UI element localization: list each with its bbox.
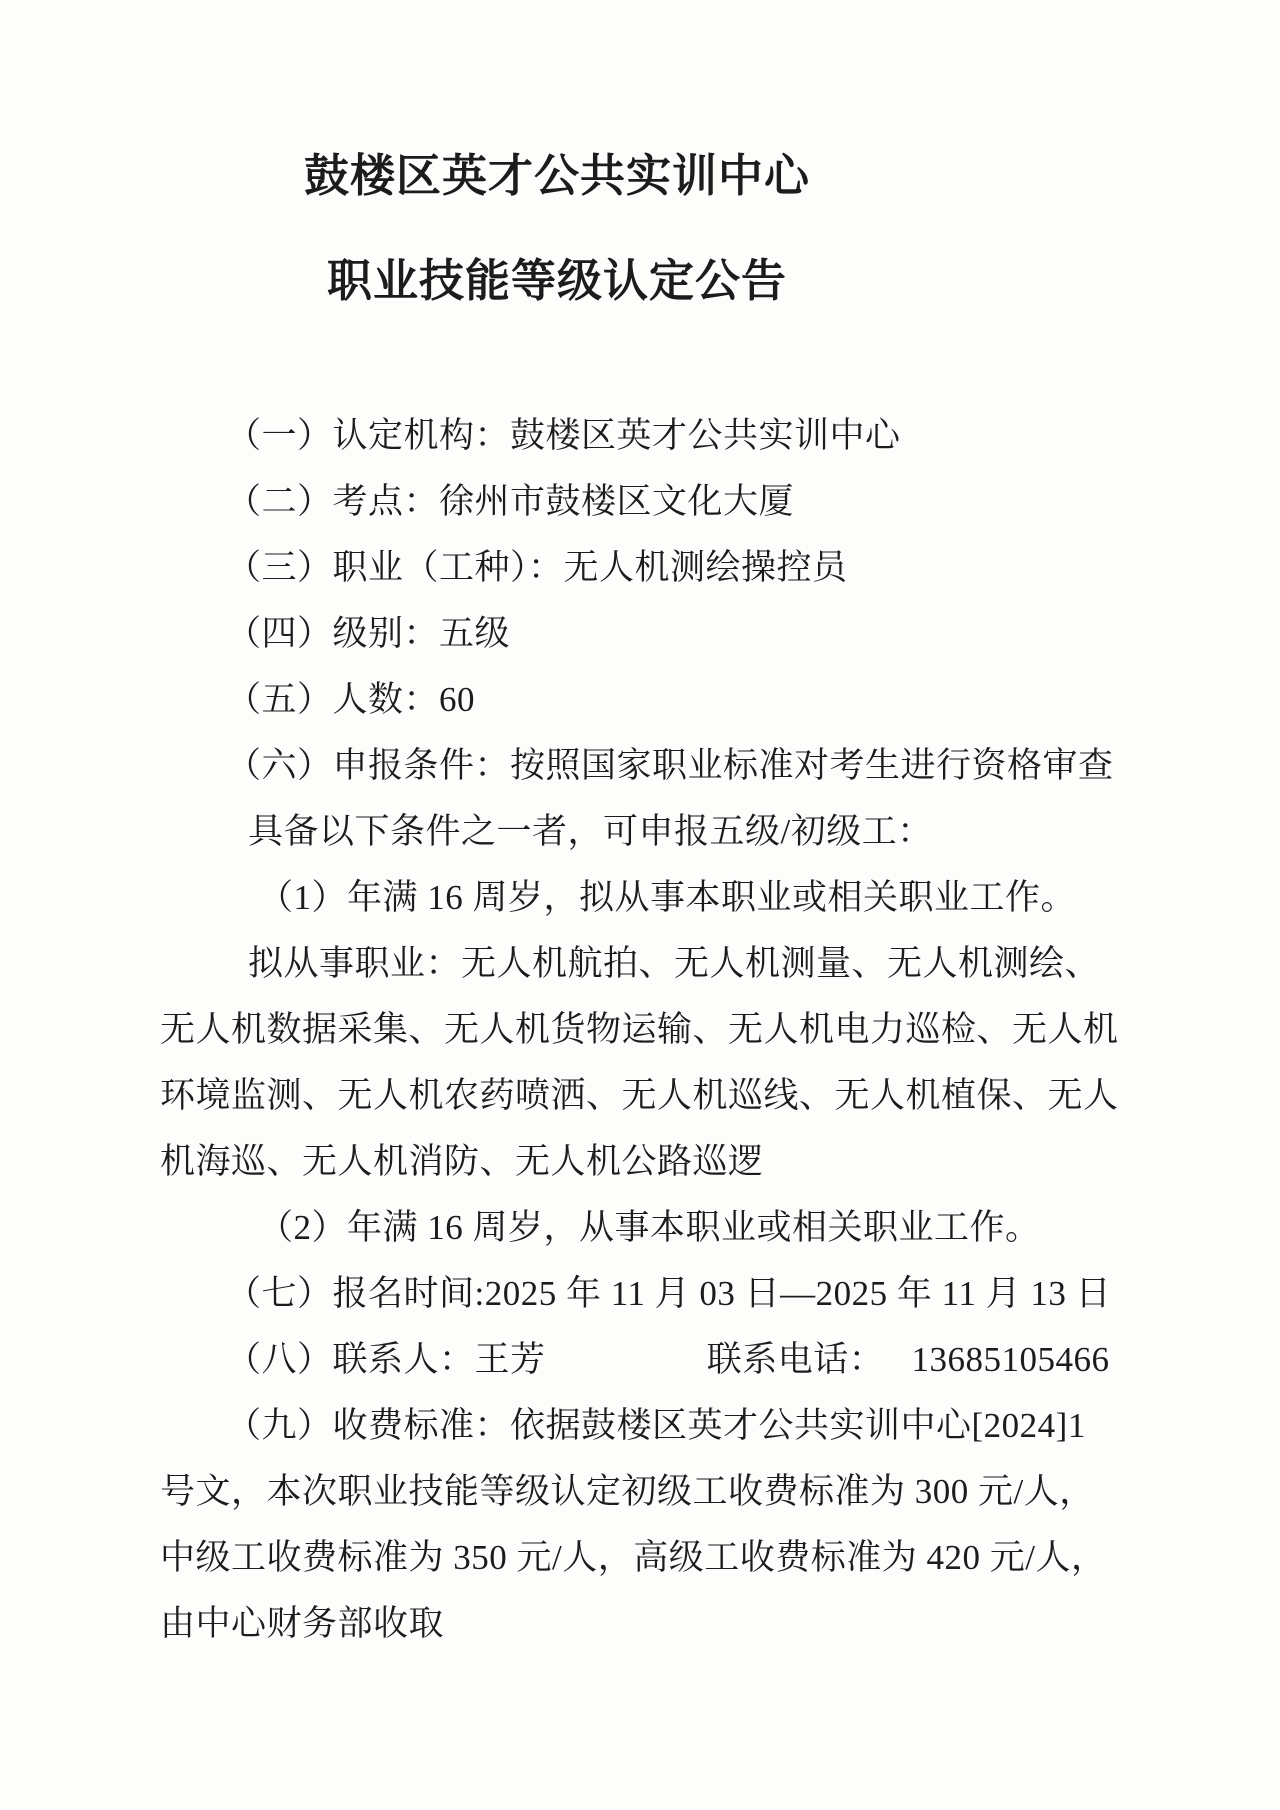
- line-condition-2: （2）年满 16 周岁，从事本职业或相关职业工作。: [258, 1208, 1041, 1247]
- line-certifying-body: （一）认定机构：鼓楼区英才公共实训中心: [226, 416, 901, 455]
- line-level: （四）级别：五级: [226, 614, 511, 653]
- contact-phone-number: 13685105466: [911, 1340, 1110, 1379]
- line-occupations-1: 拟从事职业：无人机航拍、无人机测量、无人机测绘、: [248, 944, 1101, 983]
- title-block: [76, 0, 1038, 307]
- line-exam-site: （二）考点：徐州市鼓楼区文化大厦: [226, 482, 795, 521]
- line-condition-1: （1）年满 16 周岁，拟从事本职业或相关职业工作。: [258, 878, 1077, 917]
- contact-phone-label: 联系电话：: [706, 1340, 885, 1379]
- line-fee-standard-3: 中级工收费标准为 350 元/人，高级工收费标准为 420 元/人，: [160, 1538, 1107, 1577]
- line-contact: [160, 1327, 1122, 1393]
- line-application-criteria: （六）申报条件：按照国家职业标准对考生进行资格审查: [226, 746, 1114, 785]
- announcement-body: [160, 403, 1122, 1657]
- line-fee-collection: 由中心财务部收取: [160, 1604, 445, 1643]
- line-fee-standard-2: 号文，本次职业技能等级认定初级工收费标准为 300 元/人，: [160, 1472, 1095, 1511]
- line-headcount: （五）人数：60: [226, 680, 476, 719]
- line-criteria-intro: 具备以下条件之一者，可申报五级/初级工：: [248, 812, 933, 851]
- line-fee-standard-1: （九）收费标准：依据鼓楼区英才公共实训中心[2024]1: [226, 1406, 1086, 1445]
- line-occupations-4: 机海巡、无人机消防、无人机公路巡逻: [160, 1142, 764, 1181]
- line-occupations-3: 环境监测、无人机农药喷洒、无人机巡线、无人机植保、无人: [160, 1076, 1119, 1115]
- line-occupations-2: 无人机数据采集、无人机货物运输、无人机电力巡检、无人机: [160, 1010, 1119, 1049]
- line-occupation: （三）职业（工种）：无人机测绘操控员: [226, 548, 848, 587]
- document-subtitle: 职业技能等级认定公告: [326, 256, 787, 306]
- document-title: 鼓楼区英才公共实训中心: [303, 151, 810, 201]
- contact-person: （八）联系人：王芳: [226, 1340, 546, 1379]
- line-registration-period: （七）报名时间:2025 年 11 月 03 日—2025 年 11 月 13 日: [226, 1274, 1112, 1313]
